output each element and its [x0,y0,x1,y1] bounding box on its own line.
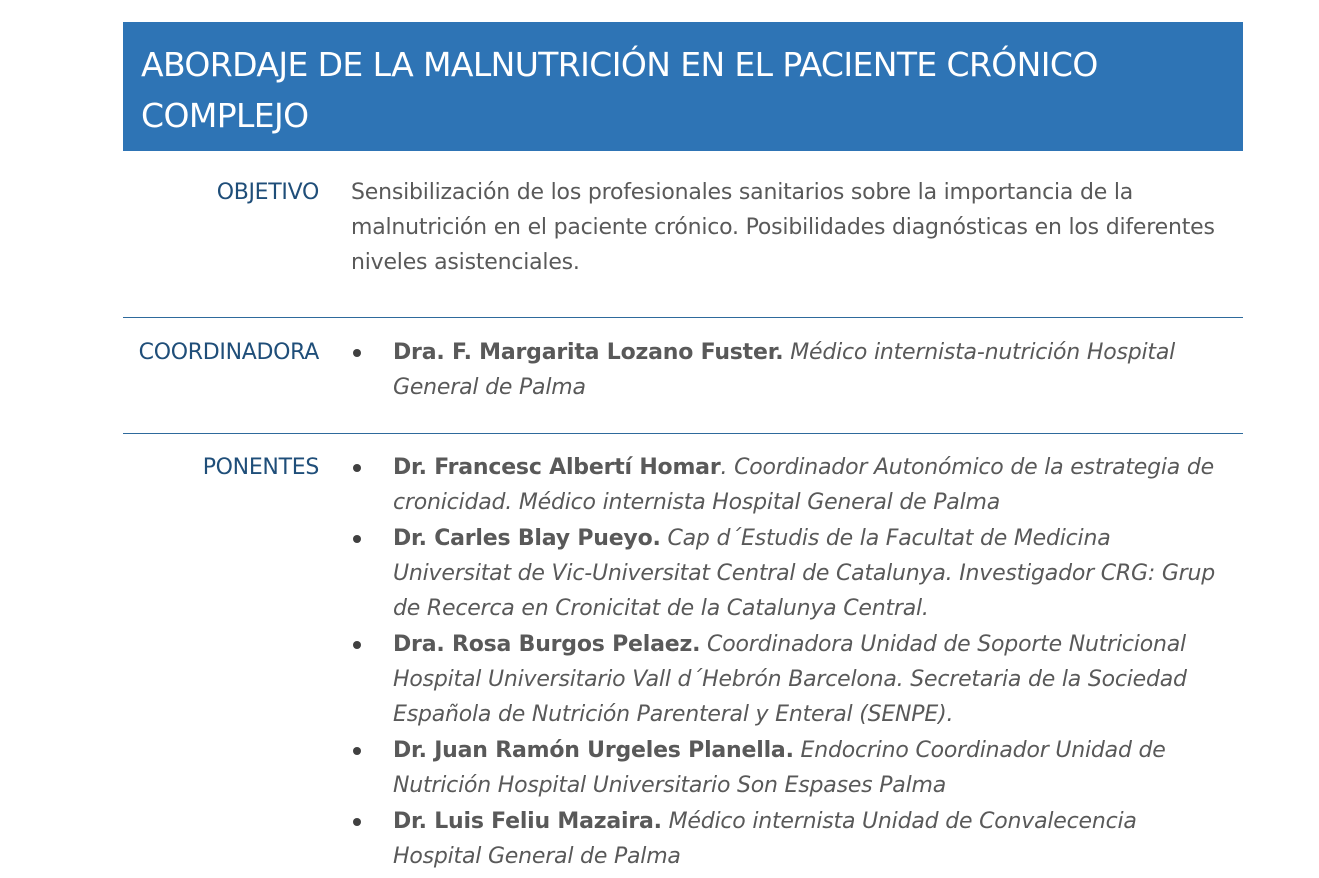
bullet-icon [353,747,361,755]
section-objetivo [123,151,1243,318]
page-title: ABORDAJE DE LA MALNUTRICIÓN EN EL PACIENTE CRÓNICO COMPLEJO [123,22,1243,151]
person-role: Médico internista-nutrición Hospital General de Palma [393,340,1176,400]
person-role: Coordinadora Unidad de Soporte Nutricional Hospital Universitario Vall d´Hebrón Barcelona. Secretaria de la Sociedad Española de Nutrición Parenteral y Enteral (SENPE). [393,632,1187,727]
objetivo-label: OBJETIVO [216,180,319,205]
ponentes-list-container [351,450,1231,875]
person-name: Dr. Juan Ramón Urgeles Planella. [393,738,794,763]
bullet-icon [353,535,361,543]
person-name: Dr. Carles Blay Pueyo. [393,526,661,551]
person-role: Médico internista Unidad de Convalecencia Hospital General de Palma [393,809,1137,869]
person-name: Dra. F. Margarita Lozano Fuster. [393,340,784,365]
person-name: Dr. Luis Feliu Mazaira. [393,809,662,834]
ponentes-label: PONENTES [202,455,319,480]
bullet-icon [353,349,361,357]
section-coordinadora [123,318,1243,434]
person-name: Dra. Rosa Burgos Pelaez. [393,632,701,657]
bullet-icon [353,818,361,826]
list-item [351,450,1231,520]
person-role: . Coordinador Autonómico de la estrategia de cronicidad. Médico internista Hospital General de Palma [393,455,1214,515]
list-item [351,627,1231,732]
person-role: Endocrino Coordinador Unidad de Nutrición Hospital Universitario Son Espases Palma [393,738,1166,798]
list-item [351,733,1231,803]
list-item [351,335,1231,405]
person-role: Cap d´Estudis de la Facultat de Medicina Universitat de Vic-Universitat Central de Catalunya. Investigador CRG: Grup de Recerca en Cronicitat de la Catalunya Central. [393,526,1216,621]
coordinadora-label: COORDINADORA [138,340,319,365]
ponentes-list [351,450,1231,874]
section-ponentes [123,434,1243,875]
coordinadora-list [351,335,1231,405]
bullet-icon [353,641,361,649]
person-name: Dr. Francesc Albertí Homar [393,455,721,480]
bullet-icon [353,464,361,472]
document-page [123,22,1243,875]
list-item [351,804,1231,874]
list-item [351,521,1231,626]
coordinadora-list-container [351,335,1231,433]
objetivo-text: Sensibilización de los profesionales sanitarios sobre la importancia de la malnutrición en el paciente crónico. Posibilidades diagnósticas en los diferentes niveles asistenciales. [351,180,1215,275]
